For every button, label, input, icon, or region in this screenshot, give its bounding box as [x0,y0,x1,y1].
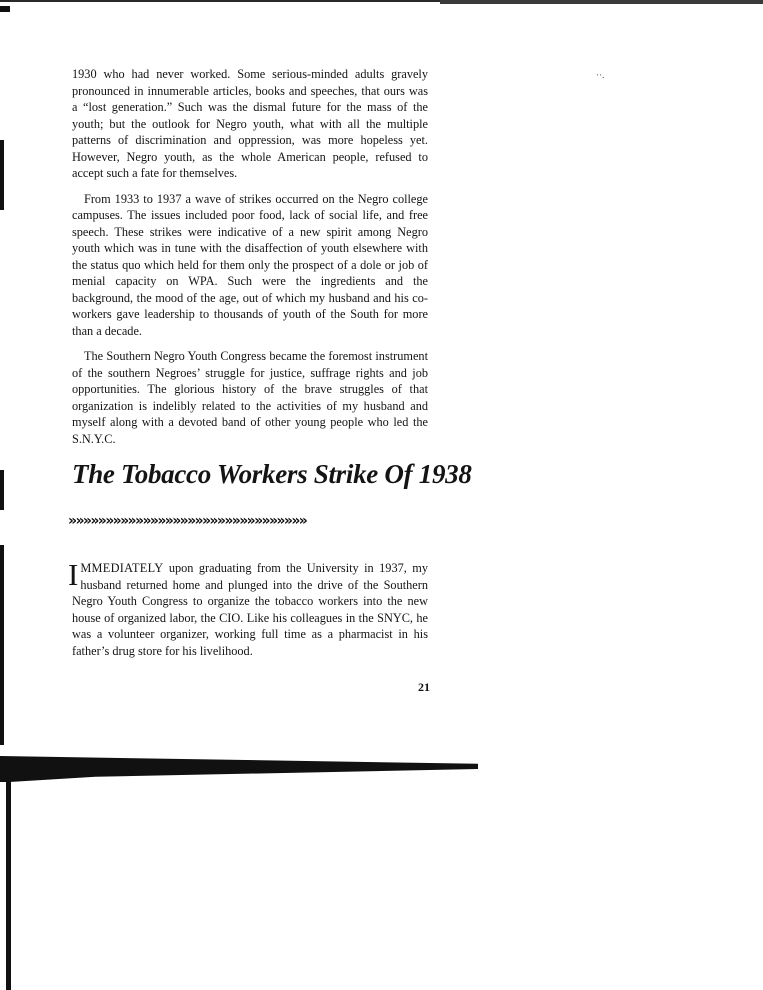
left-scan-edge-upper [0,140,4,210]
left-scan-edge-lower [0,545,4,745]
scan-corner-mark [0,6,10,12]
left-scan-edge-middle [0,470,4,510]
main-text [72,66,428,447]
chapter-body-text: upon graduating from the University in 1937, my husband returned home and plunged into the drive of the Southern Negro Youth Congress to organize the tobacco workers into the new house of organized labor, the CIO. Like his colleagues in the SNYC, he was a volunteer organizer, working full time as a pharmacist in his father’s drug store for his livelihood. [72,561,428,658]
top-scan-rule [0,0,763,8]
page-number: 21 [418,680,430,694]
chapter-paragraph [68,557,428,659]
drop-cap: I [68,557,79,592]
paragraph-2: From 1933 to 1937 a wave of strikes occurred on the Negro college campuses. The issues included poor food, lack of social life, and free speech. These strikes were indicative of a new spirit among Negro youth which was in tune with the disaffection of youth elsewhere with the status quo which held for them only the prospect of a dole or job of menial capacity on WPA. Such were the ingredients and the background, the mood of the age, out of which my husband and his co-workers gave leadership to thousands of youth of the South for more than a decade. [72,191,428,338]
paragraph-3: The Southern Negro Youth Congress became the foremost instrument of the southern Negroes’ struggle for justice, suffrage rights and job opportunities. The glorious history of the brave struggles of that organization is indelibly related to the activities of my husband and myself along with a devoted band of other young people who led the S.N.Y.C. [72,349,428,446]
chapter-text [68,557,428,659]
chapter-title: The Tobacco Workers Strike Of 1938 [72,459,472,489]
scan-specks: ⋅·. [596,70,605,80]
bottom-scan-edge [6,776,11,990]
bottom-scan-bar [0,756,478,782]
lead-word: MMEDIATELY [80,561,164,575]
paragraph-1: 1930 who had never worked. Some serious-minded adults gravely pronounced in innumerable articles, books and speeches, that ours was a “lost generation.” Such was the dismal future for the mass of the youth; but the outlook for Negro youth, what with all the multiple patterns of discrimination and oppression, was more hopeless yet. However, Negro youth, as the whole American people, refused to accept such a fate for themselves. [72,67,428,180]
chevron-ornament: »»»»»»»»»»»»»»»»»»»»»»»»»»»»»»»» [68,513,307,529]
